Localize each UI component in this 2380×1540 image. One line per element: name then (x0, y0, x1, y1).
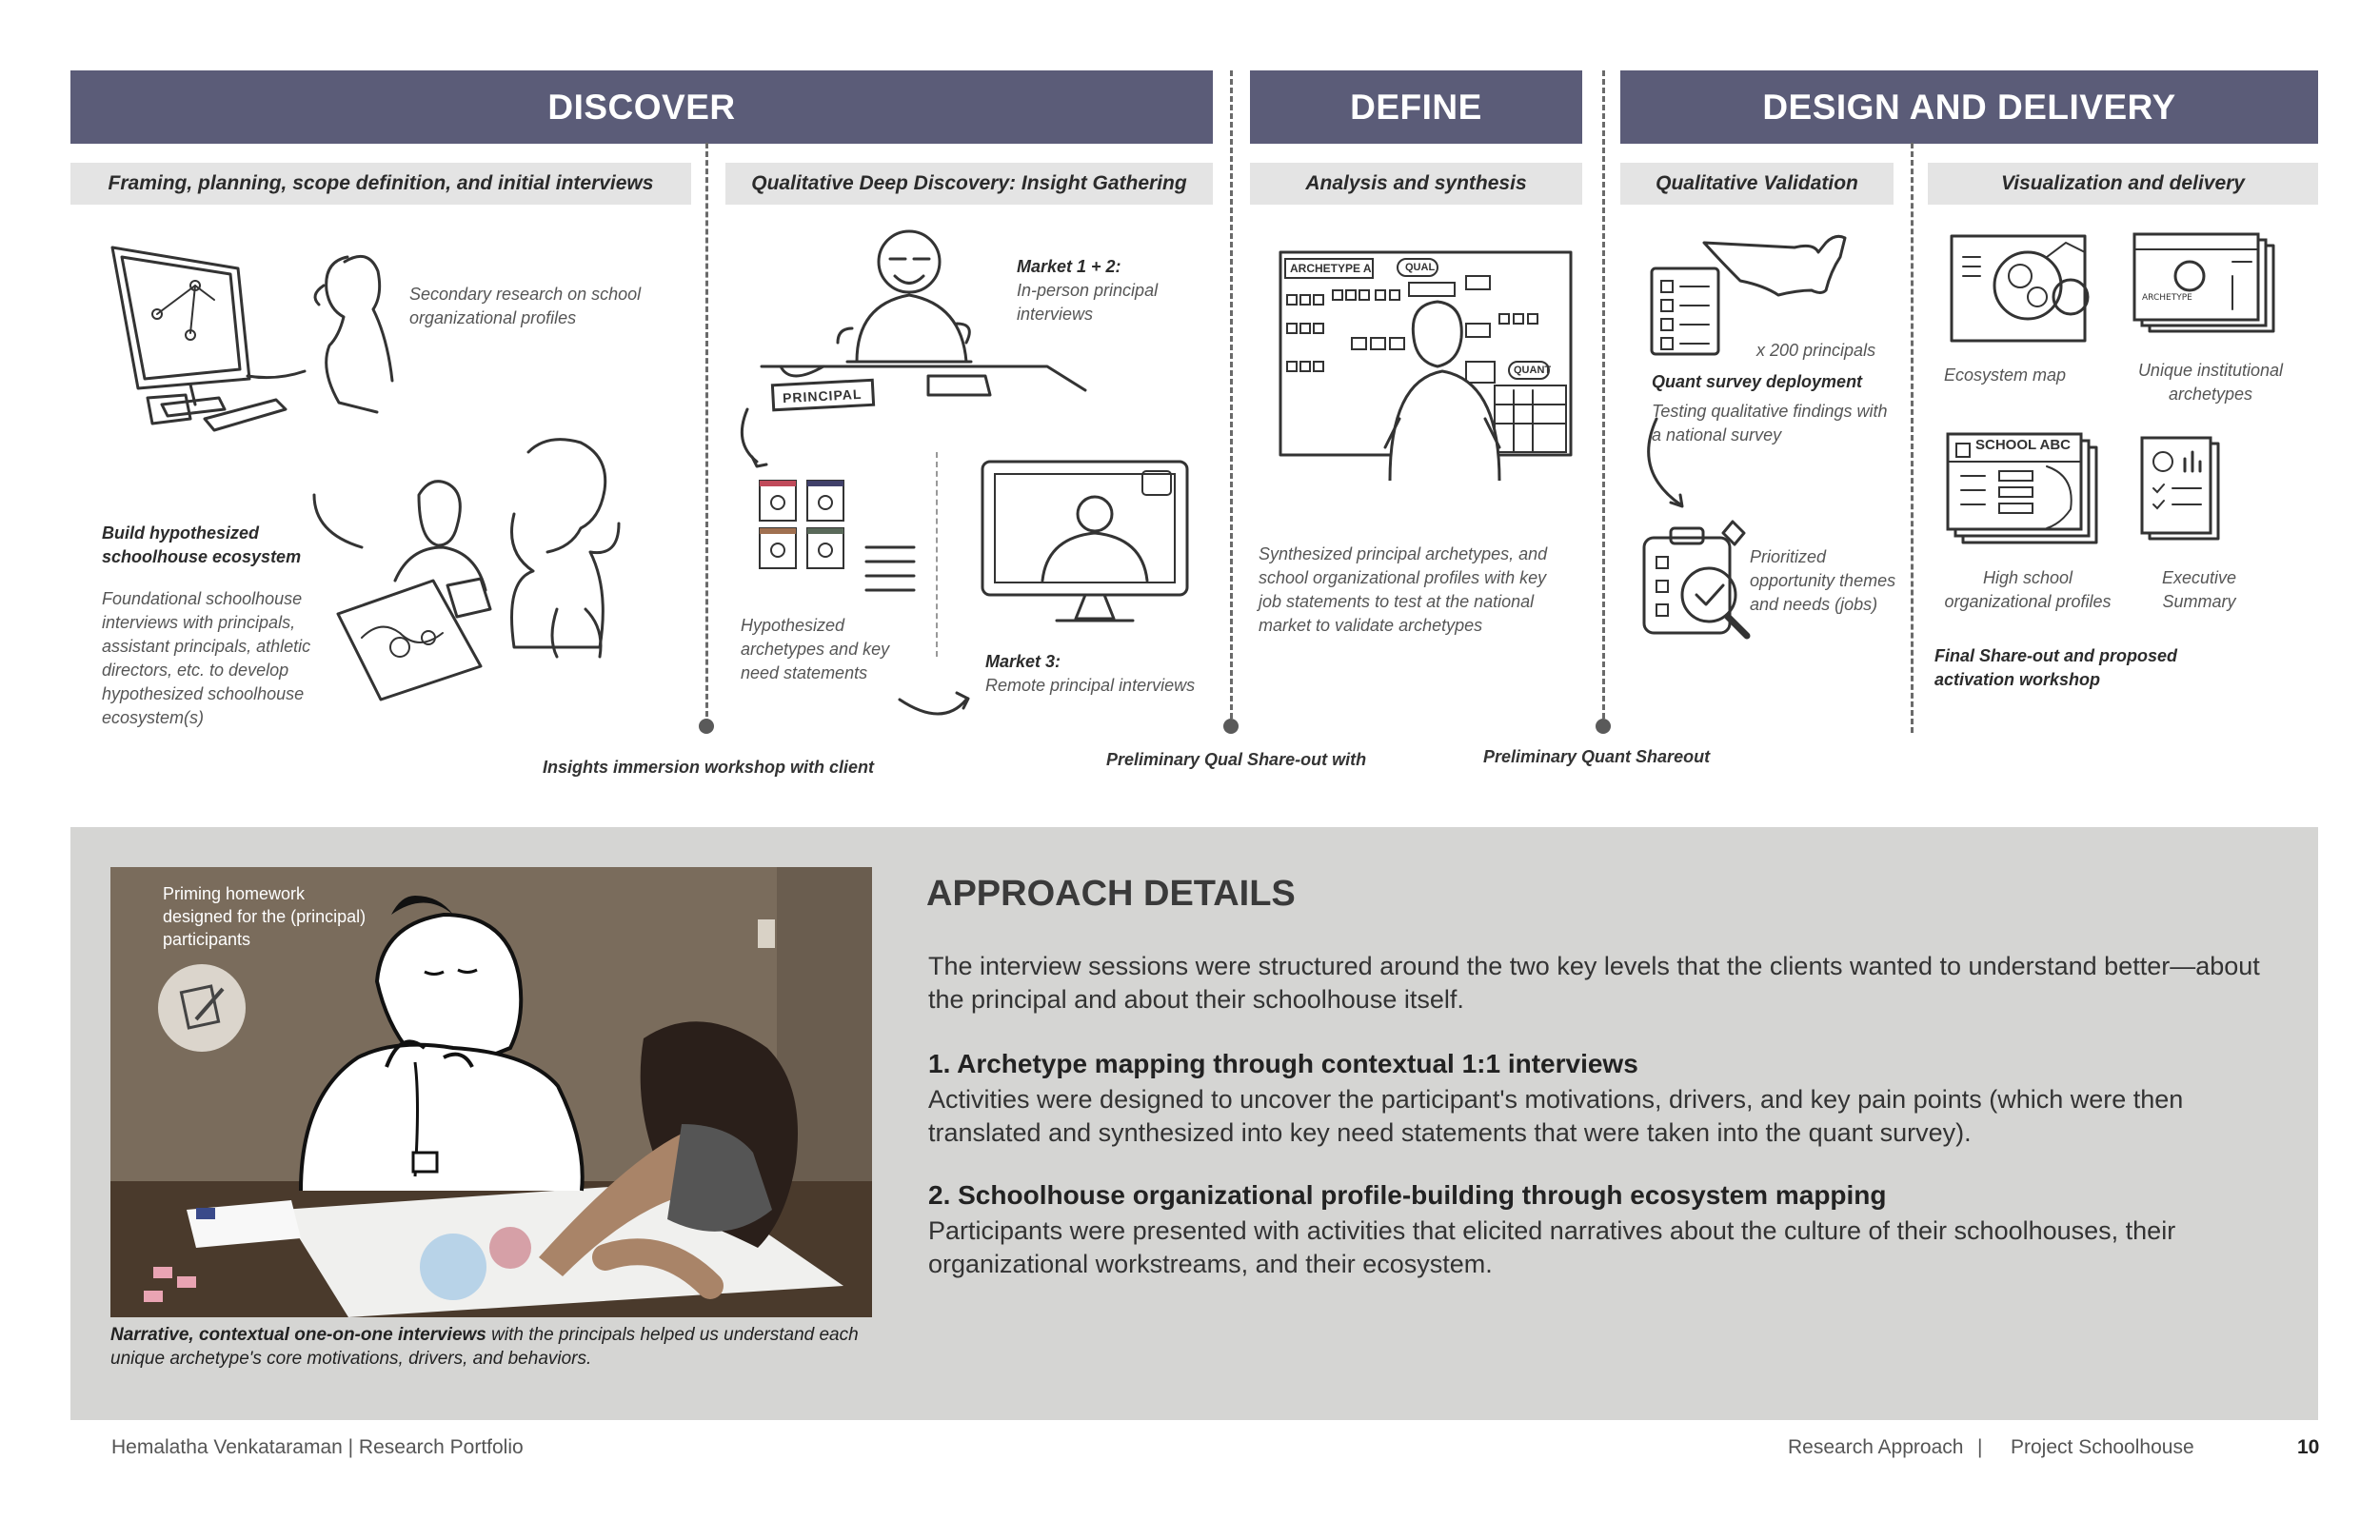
footer-section: Research Approach (1788, 1436, 1964, 1458)
archetype-cards-icon (2134, 234, 2273, 331)
milestone-insights: Insights immersion workshop with client (543, 758, 875, 777)
approach-para-1: Activities were designed to uncover the participant's motivations, drivers, and key pain points (which were then translated and synthesized into key need statements that were taken into the quant survey). (928, 1085, 2184, 1147)
subheader-analysis: Analysis and synthesis (1250, 163, 1582, 205)
caption-quant-title: Quant survey deployment (1652, 372, 1863, 391)
caption-unique-archetypes: Unique institutional archetypes (2137, 361, 2284, 404)
checklist-icon (1652, 268, 1718, 354)
approach-para-2: Participants were presented with activities that elicited narratives about the culture of their schoolhouses, their organizational workstreams, and their ecosystem. (928, 1216, 2176, 1278)
caption-quant-desc: Testing qualitative findings with a national survey (1652, 402, 1888, 444)
milestone-prelim-quant: Preliminary Quant Shareout (1483, 747, 1711, 766)
svg-text:ARCHETYPE: ARCHETYPE (2142, 293, 2192, 303)
interview-pair-icon (314, 440, 619, 700)
subheader-qual-deep: Qualitative Deep Discovery: Insight Gathering (725, 163, 1213, 205)
photo-caption-rest: with the principals helped us understand each unique archetype's core motivations, drivers, and behaviors. (110, 1325, 859, 1369)
remote-monitor-icon (982, 462, 1187, 621)
phase-discover: DISCOVER (70, 70, 1213, 144)
caption-market12-desc: In-person principal interviews (1017, 281, 1159, 324)
computer-research-icon (112, 247, 392, 430)
principal-sign: PRINCIPAL (782, 385, 863, 406)
caption-final-share: Final Share-out and proposed activation workshop (1934, 646, 2178, 689)
footer-separator: | (1977, 1436, 1983, 1458)
approach-title: APPROACH DETAILS (926, 874, 1296, 914)
priming-label: Priming homework designed for the (principal) participants (163, 884, 367, 949)
caption-ecosystem-map: Ecosystem map (1944, 365, 2067, 385)
ecosystem-map-icon (1952, 236, 2088, 341)
caption-prioritized: Prioritized opportunity themes and needs (jobs) (1750, 547, 1896, 614)
clipboard-magnifier-icon (1644, 522, 1747, 636)
persona-cards-icon (760, 481, 914, 590)
caption-synthesized: Synthesized principal archetypes, and school organizational profiles with key job statements to test at the national market to validate archetypes (1259, 544, 1548, 635)
arrow-icon (900, 700, 966, 714)
photo-caption (110, 1323, 891, 1371)
board-qual-label: QUAL (1405, 262, 1436, 273)
milestone-prelim-qual: Preliminary Qual Share-out with (1106, 750, 1367, 769)
phase-define: DEFINE (1250, 70, 1582, 144)
photo-caption-bold: Narrative, contextual one-on-one interviews (110, 1325, 486, 1345)
caption-secondary-research: Secondary research on school organizational profiles (409, 285, 642, 327)
school-abc-label: SCHOOL ABC (1975, 437, 2072, 453)
caption-market3-desc: Remote principal interviews (985, 676, 1196, 695)
caption-high-school: High school organizational profiles (1944, 568, 2112, 611)
approach-heading-2: 2. Schoolhouse organizational profile-building through ecosystem mapping (928, 1180, 1887, 1210)
arrow-icon (742, 409, 757, 462)
caption-x200: x 200 principals (1756, 341, 1876, 360)
executive-summary-icon (2142, 438, 2218, 539)
caption-executive: Executive Summary (2161, 568, 2237, 611)
board-quant-label: QUANT (1514, 365, 1552, 376)
subheader-visualization: Visualization and delivery (1928, 163, 2318, 205)
footer-project: Project Schoolhouse (2011, 1436, 2194, 1458)
caption-market12-title: Market 1 + 2: (1017, 257, 1121, 276)
caption-market3-title: Market 3: (985, 652, 1061, 671)
us-map-icon (1704, 236, 1845, 295)
caption-hypothesized: Hypothesized archetypes and key need statements (741, 616, 890, 682)
footer-author: Hemalatha Venkataraman | Research Portfolio (111, 1436, 524, 1458)
caption-build-title: Build hypothesized schoolhouse ecosystem (102, 523, 302, 566)
approach-heading-1: 1. Archetype mapping through contextual 1:1 interviews (928, 1049, 1638, 1078)
board-archetype-label: ARCHETYPE A (1290, 262, 1372, 275)
footer-page-number: 10 (2297, 1436, 2320, 1458)
interview-photo (110, 867, 872, 1317)
phase-design-delivery: DESIGN AND DELIVERY (1620, 70, 2318, 144)
approach-intro: The interview sessions were structured around the two key levels that the clients wanted to understand better—about the principal and about their schoolhouse itself. (928, 952, 2260, 1014)
subheader-qual-validation: Qualitative Validation (1620, 163, 1894, 205)
subheader-framing: Framing, planning, scope definition, and initial interviews (70, 163, 691, 205)
caption-build-desc: Foundational schoolhouse interviews with principals, assistant principals, athletic directors, etc. to develop hypothesized schoolhouse ecosystem(s) (102, 589, 311, 727)
